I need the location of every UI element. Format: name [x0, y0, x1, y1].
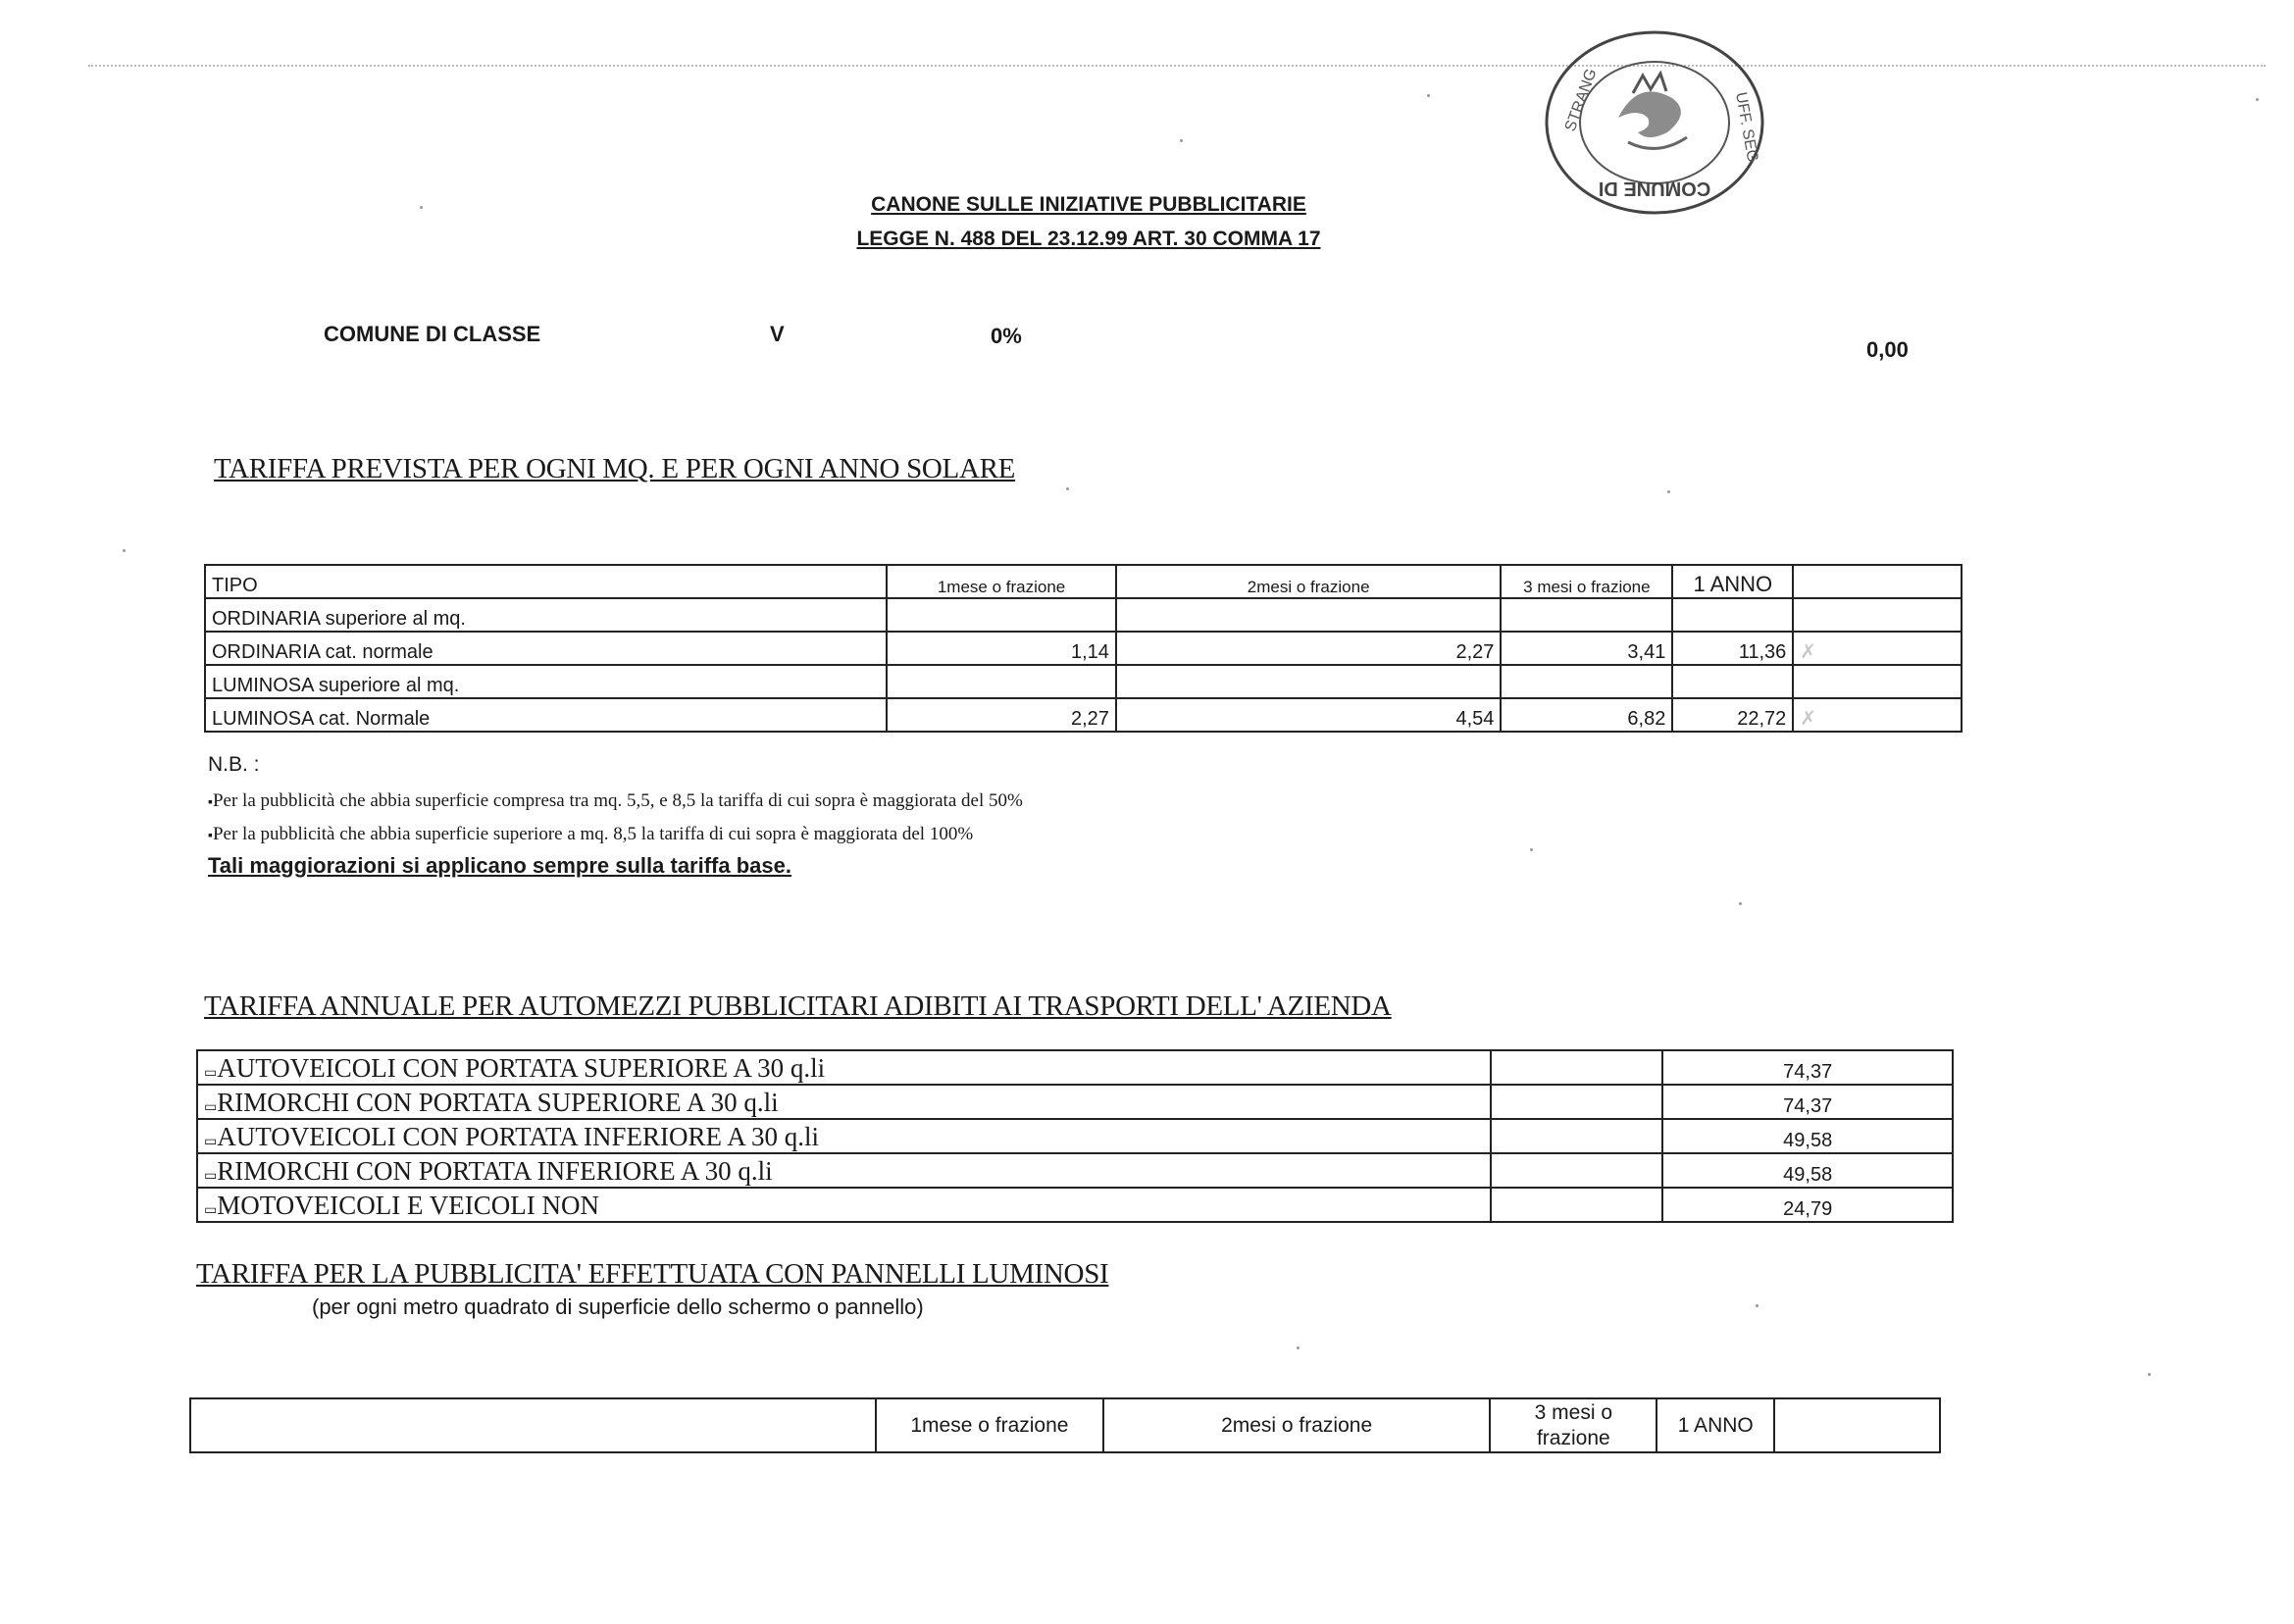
scan-speck — [1667, 490, 1670, 493]
bullet-icon: ▭ — [204, 1169, 218, 1184]
row-label — [197, 1153, 1491, 1188]
cell-3mesi — [1501, 665, 1672, 698]
tariffa-value: 49,58 — [1662, 1119, 1953, 1153]
document-subtitle-law: LEGGE N. 488 DEL 23.12.99 ART. 30 COMMA 17 — [856, 228, 1321, 250]
percent-value: 0% — [991, 324, 1022, 348]
table-row — [197, 1050, 1953, 1085]
note-text: Per la pubblicità che abbia superficie superiore a mq. 8,5 la tariffa di cui sopra è maggiorata del 100% — [212, 824, 974, 844]
row-label — [197, 1119, 1491, 1153]
section-subtitle-pannelli: (per ogni metro quadrato di superficie dello schermo o pannello) — [312, 1294, 924, 1319]
scan-speck — [2148, 1373, 2151, 1376]
note-text: Per la pubblicità che abbia superficie compresa tra mq. 5,5, e 8,5 la tariffa di cui sopra è maggiorata del 50% — [212, 790, 1023, 811]
column-header: 1 ANNO — [1672, 565, 1793, 598]
column-header: 1mese o frazione — [887, 565, 1116, 598]
scan-speck — [1530, 848, 1533, 851]
scan-speck — [2256, 98, 2259, 101]
automezzo-type: MOTOVEICOLI E VEICOLI NON — [217, 1191, 599, 1220]
table-row — [205, 632, 1962, 665]
table-row — [197, 1085, 1953, 1119]
table-row — [197, 1119, 1953, 1153]
scan-speck — [1427, 94, 1430, 97]
table-header-row — [205, 565, 1962, 598]
svg-text:UFF. SEG: UFF. SEG — [1732, 90, 1761, 164]
cell-3mesi — [1501, 598, 1672, 632]
cell-3mesi: 6,82 — [1501, 698, 1672, 732]
empty-cell — [1491, 1085, 1663, 1119]
tariffa-value: 74,37 — [1662, 1050, 1953, 1085]
column-header: 3 mesi o frazione — [1490, 1398, 1657, 1452]
municipal-seal-icon — [1535, 25, 1775, 221]
column-header: 1mese o frazione — [876, 1398, 1103, 1452]
row-tipo: LUMINOSA superiore al mq. — [205, 665, 887, 698]
table-row — [205, 665, 1962, 698]
tariffa-value: 49,58 — [1662, 1153, 1953, 1188]
svg-text:STRANG: STRANG — [1561, 66, 1601, 134]
automezzo-type: AUTOVEICOLI CON PORTATA INFERIORE A 30 q.li — [217, 1122, 820, 1151]
column-header: 2mesi o frazione — [1116, 565, 1501, 598]
tariffa-value: 24,79 — [1662, 1188, 1953, 1222]
cell-1anno — [1672, 598, 1793, 632]
amount-value: 0,00 — [1866, 337, 1909, 362]
cell-2mesi — [1116, 665, 1501, 698]
empty-cell — [1491, 1119, 1663, 1153]
tariffa-mq-table — [204, 564, 1963, 733]
bullet-icon: ▪ — [208, 795, 213, 810]
empty-cell — [1491, 1153, 1663, 1188]
column-header — [1793, 565, 1962, 598]
nb-label: N.B. : — [208, 753, 260, 776]
scan-border-line — [88, 65, 2266, 67]
cell-1mese: 2,27 — [887, 698, 1116, 732]
bullet-icon: ▭ — [204, 1135, 218, 1149]
table-row — [197, 1188, 1953, 1222]
empty-cell — [1491, 1188, 1663, 1222]
bullet-icon: ▭ — [204, 1203, 218, 1218]
cell-1mese: 1,14 — [887, 632, 1116, 665]
section-title-pannelli: TARIFFA PER LA PUBBLICITA' EFFETTUATA CON PANNELLI LUMINOSI — [196, 1258, 1109, 1290]
cell-1mese — [887, 598, 1116, 632]
document-title: CANONE SULLE INIZIATIVE PUBBLICITARIE — [871, 193, 1306, 216]
column-header: 1 ANNO — [1657, 1398, 1774, 1452]
row-label — [197, 1050, 1491, 1085]
table-row — [205, 598, 1962, 632]
row-label — [197, 1188, 1491, 1222]
note-line-3: Tali maggiorazioni si applicano sempre sulla tariffa base. — [208, 853, 791, 878]
bullet-icon: ▭ — [204, 1066, 218, 1081]
automezzo-type: RIMORCHI CON PORTATA INFERIORE A 30 q.li — [217, 1156, 773, 1186]
svg-text:COMUNE DI: COMUNE DI — [1598, 178, 1711, 199]
tariffa-value: 74,37 — [1662, 1085, 1953, 1119]
check-mark — [1793, 665, 1962, 698]
column-header: 3 mesi o frazione — [1501, 565, 1672, 598]
automezzo-type: AUTOVEICOLI CON PORTATA SUPERIORE A 30 q.li — [217, 1053, 826, 1083]
cell-1mese — [887, 665, 1116, 698]
row-tipo: LUMINOSA cat. Normale — [205, 698, 887, 732]
automezzo-type: RIMORCHI CON PORTATA SUPERIORE A 30 q.li — [217, 1088, 779, 1117]
cell-2mesi: 2,27 — [1116, 632, 1501, 665]
column-header — [1774, 1398, 1940, 1452]
cell-3mesi: 3,41 — [1501, 632, 1672, 665]
scan-speck — [1739, 902, 1742, 905]
check-mark: ✗ — [1793, 632, 1962, 665]
cell-1anno: 11,36 — [1672, 632, 1793, 665]
row-label — [197, 1085, 1491, 1119]
row-tipo: ORDINARIA cat. normale — [205, 632, 887, 665]
scan-speck — [1756, 1304, 1759, 1307]
section-title-tariffa-mq: TARIFFA PREVISTA PER OGNI MQ. E PER OGNI ANNO SOLARE — [214, 453, 1016, 484]
row-tipo: ORDINARIA superiore al mq. — [205, 598, 887, 632]
scan-speck — [420, 206, 423, 209]
table-header-row — [190, 1398, 1940, 1452]
section-title-automezzi: TARIFFA ANNUALE PER AUTOMEZZI PUBBLICITARI ADIBITI AI TRASPORTI DELL' AZIENDA — [204, 990, 1392, 1022]
column-header — [190, 1398, 876, 1452]
table-row — [197, 1153, 1953, 1188]
column-header: 2mesi o frazione — [1103, 1398, 1491, 1452]
note-line-2 — [208, 824, 973, 845]
bullet-icon: ▪ — [208, 829, 213, 843]
cell-1anno — [1672, 665, 1793, 698]
table-row — [205, 698, 1962, 732]
cell-2mesi — [1116, 598, 1501, 632]
cell-2mesi: 4,54 — [1116, 698, 1501, 732]
note-line-1 — [208, 790, 1023, 812]
scan-speck — [123, 549, 126, 552]
classe-label: COMUNE DI CLASSE — [324, 322, 541, 346]
scan-speck — [1297, 1346, 1300, 1349]
classe-value: V — [770, 322, 785, 346]
bullet-icon: ▭ — [204, 1100, 218, 1115]
empty-cell — [1491, 1050, 1663, 1085]
scan-speck — [1066, 487, 1069, 490]
cell-1anno: 22,72 — [1672, 698, 1793, 732]
pannelli-table — [189, 1397, 1941, 1453]
check-mark — [1793, 598, 1962, 632]
column-header: TIPO — [205, 565, 887, 598]
check-mark: ✗ — [1793, 698, 1962, 732]
scan-speck — [1180, 139, 1183, 142]
automezzi-table — [196, 1049, 1954, 1223]
